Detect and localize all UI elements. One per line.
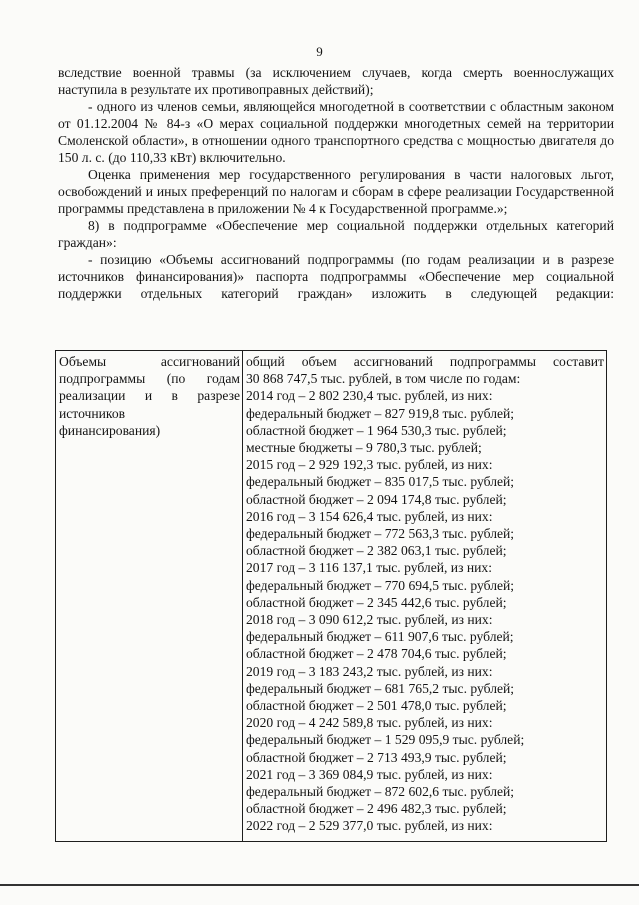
paragraph-4: 8) в подпрограмме «Обеспечение мер социальной поддержки отдельных категорий граждан»: (58, 218, 614, 250)
funding-line: 2021 год – 3 369 084,9 тыс. рублей, из них: (246, 766, 493, 782)
funding-line: 2014 год – 2 802 230,4 тыс. рублей, из них: (246, 388, 493, 404)
funding-line: федеральный бюджет – 827 919,8 тыс. рублей; (246, 405, 515, 421)
funding-line: федеральный бюджет – 770 694,5 тыс. рублей; (246, 577, 515, 593)
table-cell-value (243, 351, 607, 842)
paragraph-1: вследствие военной травмы (за исключением случаев, когда смерть военнослужащих наступила в результате их противоправных действий); (58, 65, 614, 97)
page-number: 9 (316, 44, 323, 59)
funding-line: областной бюджет – 2 094 174,8 тыс. рублей; (246, 491, 507, 507)
funding-lines (246, 387, 604, 834)
passport-table (55, 350, 607, 842)
funding-line: 2020 год – 4 242 589,8 тыс. рублей, из них: (246, 715, 493, 731)
funding-line: федеральный бюджет – 1 529 095,9 тыс. рублей; (246, 732, 525, 748)
funding-line: федеральный бюджет – 681 765,2 тыс. рублей; (246, 680, 515, 696)
funding-line: областной бюджет – 2 713 493,9 тыс. рублей; (246, 749, 507, 765)
table-cell-label (56, 351, 243, 842)
funding-line: областной бюджет – 2 382 063,1 тыс. рублей; (246, 543, 507, 559)
funding-line: 2015 год – 2 929 192,3 тыс. рублей, из них: (246, 457, 493, 473)
label-line: реализации и в разрезе (59, 388, 240, 404)
funding-line: 2019 год – 3 183 243,2 тыс. рублей, из них: (246, 663, 493, 679)
value-line: 30 868 747,5 тыс. рублей, в том числе по годам: (246, 371, 521, 387)
funding-line: областной бюджет – 1 964 530,3 тыс. рублей; (246, 422, 507, 438)
funding-line: федеральный бюджет – 772 563,3 тыс. рублей; (246, 526, 515, 542)
funding-line: 2018 год – 3 090 612,2 тыс. рублей, из них: (246, 612, 493, 628)
funding-line: 2022 год – 2 529 377,0 тыс. рублей, из них: (246, 818, 493, 834)
funding-line: федеральный бюджет – 611 907,6 тыс. рублей; (246, 629, 514, 645)
table-row (56, 351, 607, 842)
funding-line: местные бюджеты – 9 780,3 тыс. рублей; (246, 440, 482, 456)
paragraph-5: - позицию «Объемы ассигнований подпрограммы (по годам реализации и в разрезе источников финансирования)» паспорта подпрограммы «Обеспечение мер социальной поддержки отдельных категорий граждан» изложить в следующей редакции: (58, 252, 614, 301)
paragraph-3: Оценка применения мер государственного регулирования в части налоговых льгот, освобождений и иных преференций по налогам и сборам в сфере реализации Государственной программы представлена в приложении № 4 к Государственной программе.»; (58, 167, 614, 216)
label-line: финансирования) (59, 422, 161, 438)
funding-line: областной бюджет – 2 345 442,6 тыс. рублей; (246, 594, 507, 610)
page-footer-divider (0, 884, 639, 886)
paragraph-2: - одного из членов семьи, являющейся многодетной в соответствии с областным законом от 01.12.2004 № 84-з «О мерах социальной поддержки многодетных семей на территории Смоленской области», в отношении одного транспортного средства с мощностью двигателя до 150 л. с. (до 110,33 кВт) включительно. (58, 99, 614, 165)
label-line: Объемы ассигнований (59, 354, 240, 369)
funding-line: областной бюджет – 2 478 704,6 тыс. рублей; (246, 646, 507, 662)
funding-line: федеральный бюджет – 835 017,5 тыс. рублей; (246, 474, 515, 490)
funding-line: областной бюджет – 2 501 478,0 тыс. рублей; (246, 698, 507, 714)
funding-line: областной бюджет – 2 496 482,3 тыс. рублей; (246, 801, 507, 817)
value-line: общий объем ассигнований подпрограммы составит (246, 354, 604, 369)
document-body (58, 64, 614, 302)
funding-line: федеральный бюджет – 872 602,6 тыс. рублей; (246, 784, 515, 800)
funding-line: 2017 год – 3 116 137,1 тыс. рублей, из них: (246, 560, 492, 576)
label-line: подпрограммы (по годам (59, 371, 240, 387)
funding-line: 2016 год – 3 154 626,4 тыс. рублей, из них: (246, 508, 493, 524)
label-line: источников (59, 405, 126, 421)
